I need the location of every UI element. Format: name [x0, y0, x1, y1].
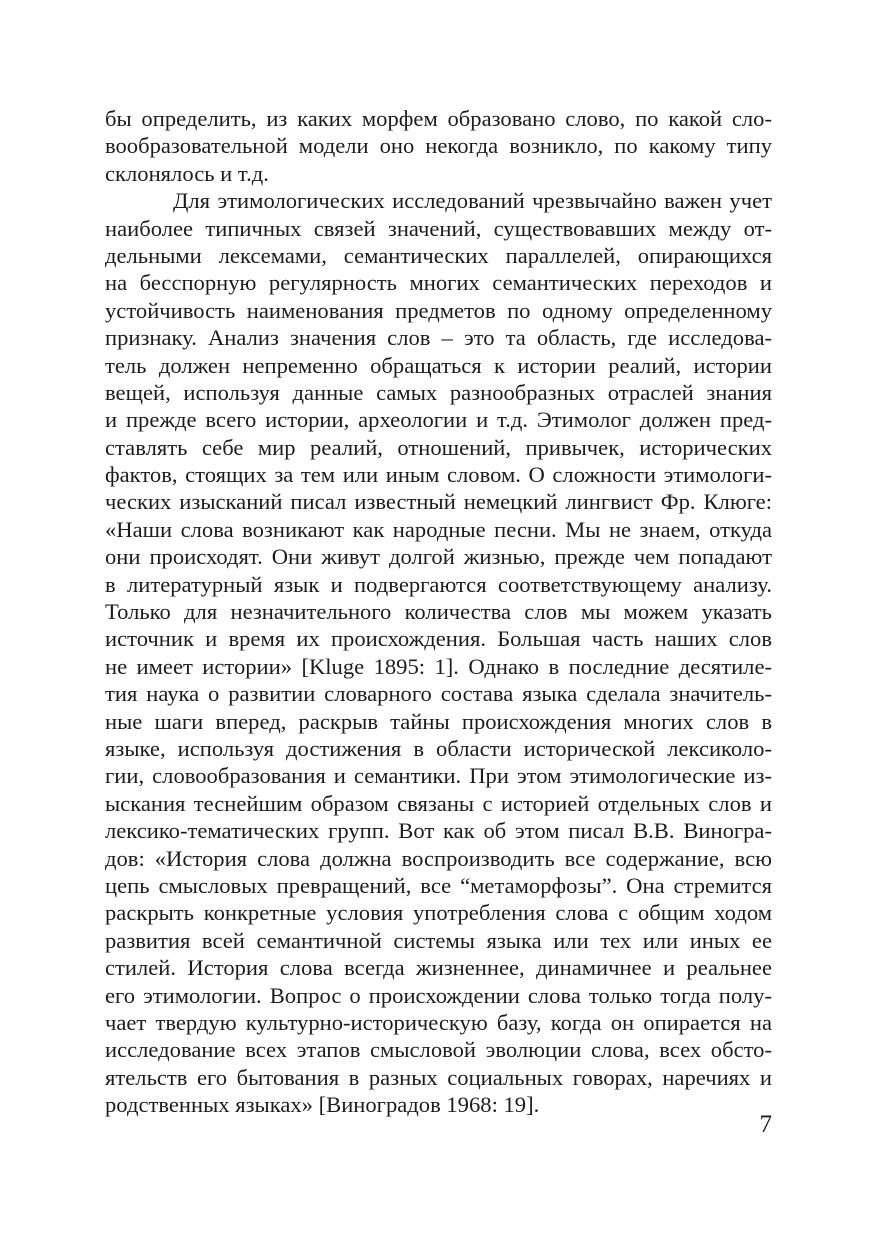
text-line: склонялось и т.д. — [105, 160, 269, 186]
text-line: дов: «История слова должна воспроизводить все содержание, всю — [105, 845, 772, 871]
text-line: ческих изысканий писал известный немецкий лингвист Фр. Клюге: — [105, 489, 772, 515]
text-line: лексико-тематических групп. Вот как об этом писал В.В. Виногра- — [105, 818, 772, 844]
text-line: Для этимологических исследований чрезвычайно важен учет — [173, 188, 772, 214]
text-line: наиболее типичных связей значений, существовавших между от- — [105, 215, 772, 241]
text-line: дельными лексемами, семантических параллелей, опирающихся — [105, 242, 772, 268]
text-line: бы определить, из каких морфем образовано слово, по какой сло- — [105, 106, 772, 131]
text-line: Только для незначительного количества слов мы можем указать — [105, 599, 772, 625]
text-line: устойчивость наименования предметов по одному определенному — [105, 297, 772, 323]
text-line: «Наши слова возникают как народные песни. Мы не знаем, откуда — [105, 516, 772, 542]
text-line: ятельств его бытования в разных социальных говорах, наречиях и — [105, 1064, 772, 1090]
text-line: тия наука о развитии словарного состава языка сделала значитель- — [105, 681, 772, 707]
text-line: языке, используя достижения в области исторической лексиколо- — [105, 735, 772, 761]
text-line: ыскания теснейшим образом связаны с историей отдельных слов и — [105, 790, 772, 816]
text-line: ставлять себе мир реалий, отношений, привычек, исторических — [105, 434, 772, 460]
text-line: его этимологии. Вопрос о происхождении слова только тогда полу- — [105, 982, 772, 1008]
text-line: раскрыть конкретные условия употребления слова с общим ходом — [105, 900, 772, 926]
text-line: и прежде всего истории, археологии и т.д. Этимолог должен пред- — [105, 407, 772, 433]
text-line: цепь смысловых превращений, все “метаморфозы”. Она стремится — [105, 872, 772, 898]
page-number: 7 — [759, 1111, 772, 1138]
text-line: родственных языках» [Виноградов 1968: 19]. — [105, 1092, 540, 1118]
text-line: они происходят. Они живут долгой жизнью, прежде чем попадают — [105, 544, 772, 570]
text-line: тель должен непременно обращаться к истории реалий, истории — [105, 352, 772, 378]
paragraph — [105, 105, 772, 187]
text-line: фактов, стоящих за тем или иным словом. О сложности этимологи- — [105, 462, 772, 488]
text-line: развития всей семантичной системы языка или тех или иных ее — [105, 927, 772, 953]
paragraph — [105, 187, 772, 1118]
text-line: не имеет истории» [Kluge 1895: 1]. Однако в последние десятиле- — [105, 653, 772, 679]
text-line: признаку. Анализ значения слов – это та область, где исследова- — [105, 325, 772, 351]
text-line: ные шаги вперед, раскрыв тайны происхождения многих слов в — [105, 708, 772, 734]
text-line: источник и время их происхождения. Большая часть наших слов — [105, 626, 772, 652]
text-line: исследование всех этапов смысловой эволюции слова, всех обсто- — [105, 1037, 772, 1063]
text-line: стилей. История слова всегда жизненнее, динамичнее и реальнее — [105, 955, 772, 981]
body-text — [105, 105, 772, 1118]
text-line: вещей, используя данные самых разнообразных отраслей знания — [105, 379, 772, 405]
text-line: вообразовательной модели оно некогда возникло, по какому типу — [105, 133, 772, 159]
text-line: гии, словообразования и семантики. При этом этимологические из- — [105, 763, 772, 789]
text-line: на бесспорную регулярность многих семантических переходов и — [105, 270, 772, 296]
text-line: в литературный язык и подвергаются соответствующему анализу. — [105, 571, 772, 597]
text-line: чает твердую культурно-историческую базу, когда он опирается на — [105, 1009, 772, 1035]
